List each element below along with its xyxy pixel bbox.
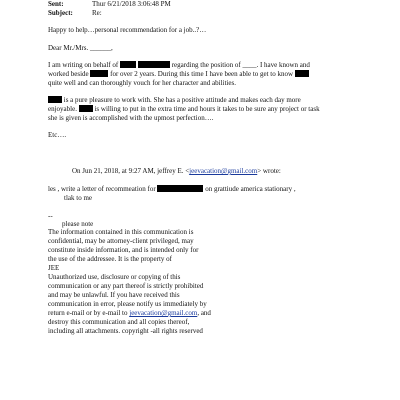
p1-text-a: I am writing on behalf of xyxy=(48,61,119,69)
redaction-box xyxy=(157,185,203,192)
disclaimer-line: Unauthorized use, disclosure or copying of this xyxy=(48,273,181,281)
quoted-body-line-2: tlak to me xyxy=(64,194,92,202)
disclaimer-line: constitute inside information, and is intended only for xyxy=(48,246,199,254)
signature-dashes: -- xyxy=(48,212,53,220)
subject-value: Re: xyxy=(92,9,102,17)
redaction-box xyxy=(138,61,170,68)
attribution-prefix: On Jun 21, 2018, at 9:27 AM, jeffrey E. < xyxy=(72,167,190,175)
paragraph-1-line-2 xyxy=(48,70,309,78)
disclaimer-line: destroy this communication and all copies thereof, xyxy=(48,318,190,326)
quoted-attribution xyxy=(72,167,281,175)
return-text-b: , and xyxy=(197,309,211,317)
return-email-link[interactable]: jeevacation@gmail.com xyxy=(129,309,198,317)
redaction-box xyxy=(90,70,108,77)
return-text-a: return e-mail or by e-mail to xyxy=(48,309,130,317)
p1-text-c: worked beside xyxy=(48,70,89,78)
quoted-body-line-1 xyxy=(48,185,296,193)
quoted-text-a: les , write a letter of recommeation for xyxy=(48,185,156,193)
disclaimer-line: JEE xyxy=(48,264,60,272)
p2-text-c: is willing to put in the extra time and hours it takes to be sure any project or task xyxy=(94,105,320,113)
redaction-box xyxy=(79,105,93,112)
disclaimer-line: communication in error, please notify us immediately by xyxy=(48,300,207,308)
opening-line: Happy to help…personal recommendation for a job..?… xyxy=(48,26,207,34)
p2-text-b: enjoyable. xyxy=(48,105,77,113)
redaction-box xyxy=(295,70,309,77)
paragraph-1-line-1 xyxy=(48,61,310,69)
disclaimer-line: communication or any part thereof is strictly prohibited xyxy=(48,282,204,290)
redaction-box xyxy=(120,61,136,68)
quoted-text-b: on grattiude america stationary , xyxy=(205,185,296,193)
disclaimer-line: The information contained in this communication is xyxy=(48,228,194,236)
disclaimer-line: the use of the addressee. It is the property of xyxy=(48,255,173,263)
attribution-suffix: > wrote: xyxy=(257,167,281,175)
p1-text-b: regarding the position of ____. I have known and xyxy=(171,61,310,69)
paragraph-2-line-1 xyxy=(48,96,301,104)
note-heading: please note xyxy=(62,220,94,228)
sent-value: Thur 6/21/2018 3:06:48 PM xyxy=(92,0,171,8)
redaction-box xyxy=(48,96,62,103)
sent-label: Sent: xyxy=(48,0,64,8)
salutation: Dear Mr./Mrs. ______, xyxy=(48,44,113,52)
p2-text-a: is a pure pleasure to work with. She has a positive attitude and makes each day more xyxy=(63,96,301,104)
paragraph-2-line-3: she is given is accomplished with the upmost perfection…. xyxy=(48,114,214,122)
disclaimer-line: and may be unlawful. If you have received this xyxy=(48,291,180,299)
disclaimer-line: confidential, may be attorney-client privileged, may xyxy=(48,237,194,245)
p1-text-d: for over 2 years. During this time I have been able to get to know xyxy=(110,70,294,78)
attribution-email-link[interactable]: jeevacation@gmail.com xyxy=(189,167,258,175)
disclaimer-return-line xyxy=(48,309,211,317)
paragraph-1-line-3: quite well and can thoroughly vouch for her character and abilities. xyxy=(48,79,236,87)
subject-label: Subject: xyxy=(48,9,73,17)
etc-line: Etc…. xyxy=(48,131,67,139)
disclaimer-line: including all attachments. copyright -all rights reserved xyxy=(48,327,203,335)
paragraph-2-line-2 xyxy=(48,105,320,113)
